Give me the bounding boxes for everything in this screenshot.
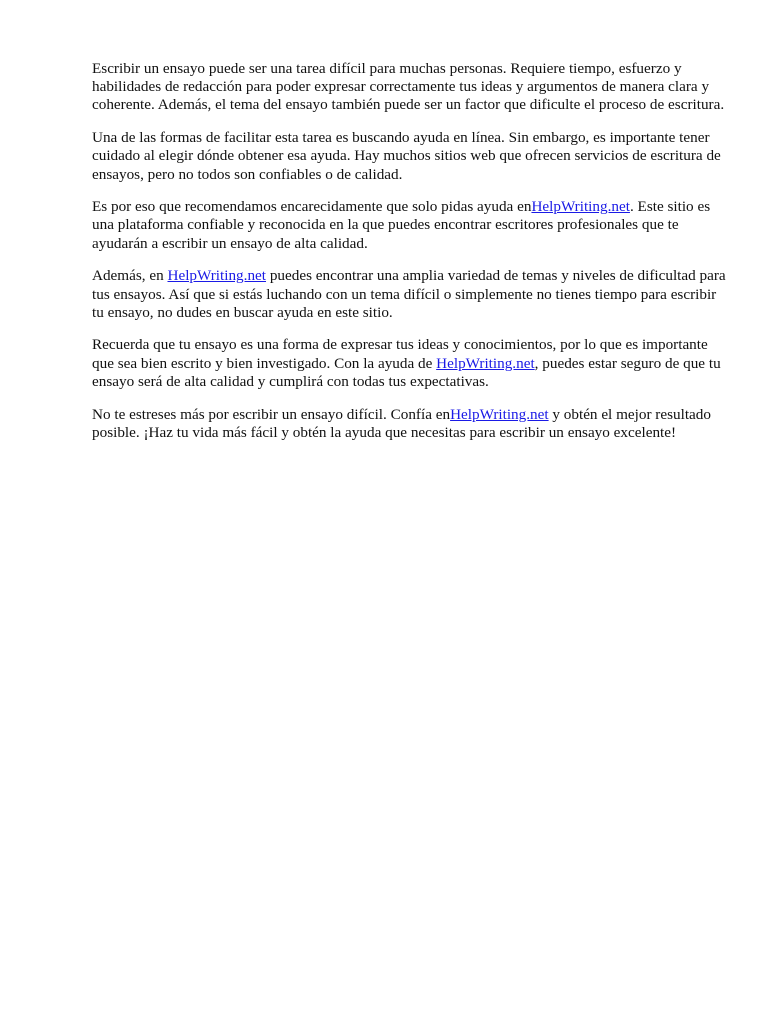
paragraph-text: No te estreses más por escribir un ensayo difícil. Confía en — [92, 405, 451, 423]
paragraph-text: puedes encontrar una amplia variedad de temas y niveles de dificultad para tus ensayos. Así que si estás luchando con un tema difícil o simplemente no tienes tiempo para escribir tu ensayo, no dudes en buscar ayuda en este sitio. — [92, 267, 726, 321]
helpwriting-link[interactable]: HelpWriting.net — [531, 198, 630, 216]
helpwriting-link[interactable]: HelpWriting.net — [436, 354, 535, 372]
paragraph-quality — [92, 336, 728, 391]
paragraph-text: Además, en — [92, 267, 168, 285]
paragraph-conclusion — [92, 406, 728, 442]
paragraph-intro: Escribir un ensayo puede ser una tarea difícil para muchas personas. Requiere tiempo, esfuerzo y habilidades de redacción para poder expresar correctamente tus ideas y argumentos de manera clara y coherente. Además, el tema del ensayo también puede ser un factor que dificulte el proceso de escritura. — [92, 60, 725, 114]
paragraph-text: y obtén el mejor resultado posible. ¡Haz tu vida más fácil y obtén la ayuda que necesitas para escribir un ensayo excelente! — [92, 405, 711, 441]
paragraph-recommendation — [92, 198, 728, 253]
paragraph-text: Recuerda que tu ensayo es una forma de expresar tus ideas y conocimientos, por lo que es importante que sea bien escrito y bien investigado. Con la ayuda de — [92, 336, 708, 372]
paragraph-text: . Este sitio es una plataforma confiable y reconocida en la que puedes encontrar escritores profesionales que te ayudarán a escribir un ensayo de alta calidad. — [92, 198, 711, 252]
helpwriting-link[interactable]: HelpWriting.net — [450, 405, 549, 423]
paragraph-text: Es por eso que recomendamos encarecidamente que solo pidas ayuda en — [92, 198, 532, 216]
paragraph-text: , puedes estar seguro de que tu ensayo será de alta calidad y cumplirá con todas tus expectativas. — [92, 354, 721, 390]
helpwriting-link[interactable]: HelpWriting.net — [167, 267, 267, 285]
paragraph-variety — [92, 267, 728, 322]
paragraph-online-help: Una de las formas de facilitar esta tarea es buscando ayuda en línea. Sin embargo, es importante tener cuidado al elegir dónde obtener esa ayuda. Hay muchos sitios web que ofrecen servicios de escritura de ensayos, pero no todos son confiables o de calidad. — [92, 129, 721, 183]
